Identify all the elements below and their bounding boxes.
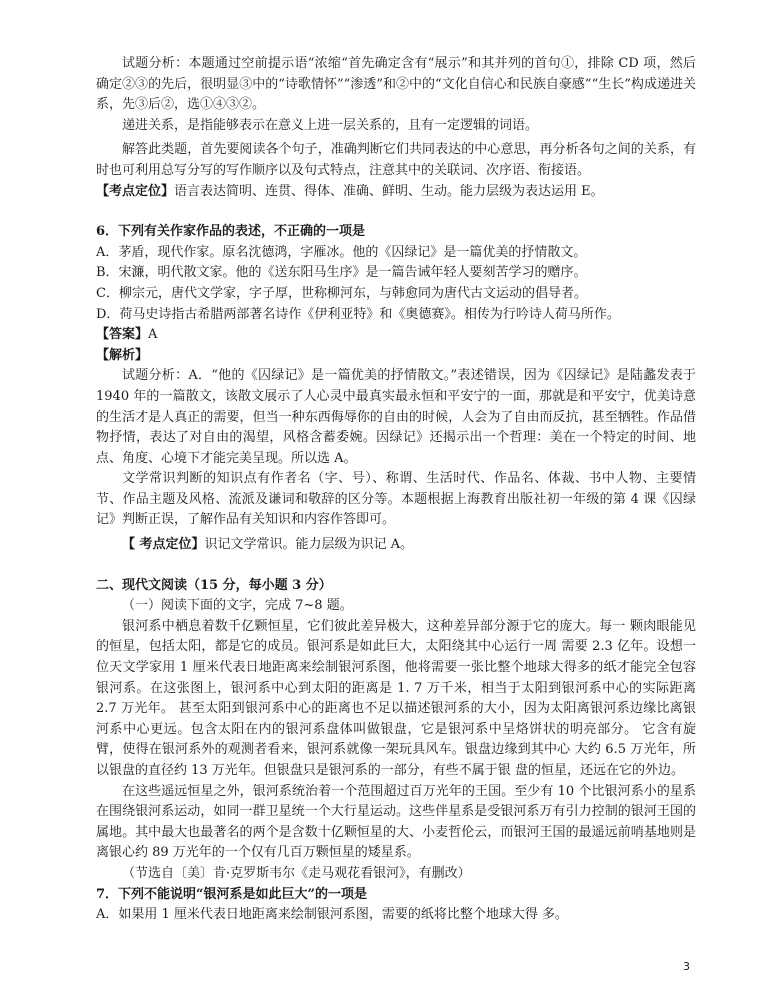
q6-option-c: C．柳宗元，唐代文学家，字子厚，世称柳河东，与韩愈同为唐代古文运动的倡导者。 bbox=[96, 285, 587, 301]
q6-analysis-mark: 【解析】 bbox=[96, 347, 149, 363]
kaodian-text: 识记文学常识。能力层级为识记 A。 bbox=[204, 537, 414, 553]
passage-source: （节选自〔美〕肯·克罗斯韦尔《走马观花看银河》，有删改） bbox=[122, 865, 471, 881]
answer-value: A bbox=[148, 327, 158, 343]
kaodian-mark: 【 考点定位】 bbox=[122, 537, 205, 553]
q6-analysis-paragraph-1: 试题分析：A．“他的《囚绿记》是一篇优美的抒情散文。”表述错误，因为《囚绿记》是陆蠡发表于 1940 年的一篇散文，该散文展示了人心灵中最真实最永恒和平安宁的一面，那就是和平安宁，优美诗意的生活才是人真正的需要，但当一种东西侮辱你的自由的时候，人会为了自由而反抗，甚至牺牲。作品借物抒情，表达了对自由的渴望，风格含蓄委婉。因绿记》还揭示出一个哲理：美在一个特定的时间、地点、角度、心境下才能完美呈现。所以选 A。 bbox=[96, 368, 696, 466]
section-title: 二、现代文阅读（15 分，每小题 3 分） bbox=[96, 577, 332, 593]
q6-option-d: D．荷马史诗指古希腊两部著名诗作《伊利亚特》和《奥德赛》。相传为行吟诗人荷马所作。 bbox=[96, 306, 620, 322]
section-subtitle: （一）阅读下面的文字，完成 7~8 题。 bbox=[122, 598, 353, 614]
q6-analysis-paragraph-2: 文学常识判断的知识点有作者名（字、号）、称谓、生活时代、作品名、体裁、书中人物、主要情节、作品主题及风格、流派及谦词和敬辞的区分等。本题根据上海教育出版社初一年级的第 4 课《囚绿记》判断正误，了解作品有关知识和内容作答即可。 bbox=[96, 471, 696, 528]
q5-kaodian bbox=[96, 182, 696, 203]
passage-paragraph-2: 在这些遥远恒星之外，银河系统治着一个范围超过百万光年的王国。至少有 10 个比银河系小的星系在围绕银河系运动，如同一群卫星统一个大行星运动。这些伴星系是受银河系万有引力控制的银河王国的属地。其中最大也最著名的两个是含数十亿颗恒星的大、小麦哲伦云，而银河王国的最遥远前哨基地则是离银心约 89 万光年的一个仅有几百万颗恒星的矮星系。 bbox=[96, 783, 696, 861]
q6-kaodian bbox=[96, 535, 696, 556]
passage-paragraph-1: 银河系中栖息着数千亿颗恒星，它们彼此差异极大，这种差异部分源于它的庞大。每一 颗肉眼能见的恒星，包括太阳，都是它的成员。银河系是如此巨大，太阳绕其中心运行一周 需要 2.3 亿年。设想一位天文学家用 1 厘米代表日地距离来绘制银河系图，他将需要一张比整个地球大得多的纸才能完全包容银河系。在这张图上，银河系中心到太阳的距离是 1. 7 万千米，相当于太阳到银河系中心的实际距离 2.7 万光年。 甚至太阳到银河系中心的距离也不足以描述银河系的大小，因为太阳离银河系边缘比离银河系中心更远。包含太阳在内的银河系盘体叫做银盘，它是银河系中呈烙饼状的明亮部分。 它含有旋臂，使得在银河系外的观测者看来，银河系就像一架玩具风车。银盘边缘到其中心 大约 6.5 万光年，所以银盘的直径约 13 万光年。但银盘只是银河系的一部分，有些不属于银 盘的恒星，还远在它的外边。 bbox=[96, 618, 696, 778]
q7-option-a: A．如果用 1 厘米代表日地距离来绘制银河系图，需要的纸将比整个地球大得 多。 bbox=[96, 907, 569, 923]
kaodian-mark: 【考点定位】 bbox=[96, 183, 175, 199]
q6-stem: 6．下列有关作家作品的表述，不正确的一项是 bbox=[96, 224, 366, 240]
q5-analysis-paragraph-2: 递进关系，是指能够表示在意义上进一层关系的，且有一定逻辑的词语。 bbox=[122, 117, 539, 133]
kaodian-text: 语言表达简明、连贯、得体、准确、鲜明、生动。能力层级为表达运用 E。 bbox=[174, 183, 604, 199]
answer-mark: 【答案】 bbox=[96, 327, 149, 343]
q7-stem: 7．下列不能说明“银河系是如此巨大”的一项是 bbox=[96, 886, 368, 902]
q6-option-a: A．茅盾，现代作家。原名沈德鸿，字雁冰。他的《囚绿记》是一篇优美的抒情散文。 bbox=[96, 244, 587, 260]
q5-analysis-paragraph-1: 试题分析：本题通过空前提示语“浓缩“首先确定含有“展示”和其并列的首句①，排除 CD 项，然后确定②③的先后，很明显③中的“诗歌情怀”“渗透”和②中的“文化自信心和民族自豪感”“生长”构成递进关系，先③后②，选①④③②。 bbox=[96, 56, 696, 113]
q6-answer bbox=[96, 325, 696, 346]
page-content bbox=[96, 54, 696, 926]
q6-option-b: B．宋濂，明代散文家。他的《送东阳马生序》是一篇告诫年轻人要刻苦学习的赠序。 bbox=[96, 265, 587, 281]
q5-analysis-paragraph-3: 解答此类题，首先要阅读各个句子，准确判断它们共同表达的中心意思，再分析各句之间的关系，有时也可利用总写分写的写作顺序以及句式特点，注意其中的关联词、次序语、衔接语。 bbox=[96, 142, 696, 178]
page-number: 3 bbox=[683, 960, 690, 973]
